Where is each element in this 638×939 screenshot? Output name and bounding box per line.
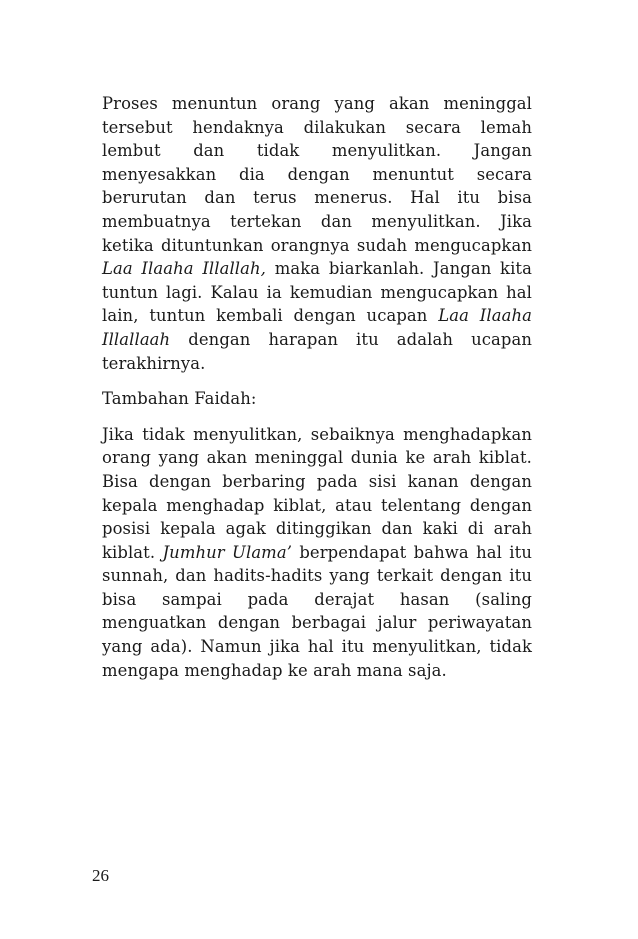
body-text (102, 92, 532, 682)
paragraph2-italic-1: Jumhur Ulama’ (162, 542, 293, 562)
paragraph1-text-2: maka biarkanlah. Jangan kita tuntun lagi. Kalau ia kemudian mengucapkan hal lain, tuntun kembali dengan ucapan (102, 259, 532, 326)
paragraph2-text-2: berpendapat bahwa hal itu sunnah, dan hadits-hadits yang terkait dengan itu bisa sampai pada derajat hasan (saling menguatkan dengan berbagai jalur periwayatan yang ada). Namun jika hal itu menyulitkan, tidak mengapa menghadap ke arah mana saja. (102, 542, 532, 680)
section-heading: Tambahan Faidah: (102, 389, 257, 409)
paragraph-proses-menuntun (102, 92, 532, 375)
paragraph1-text-3: dengan harapan itu adalah ucapan terakhirnya. (102, 329, 532, 373)
paragraph1-text-1: Proses menuntun orang yang akan meninggal tersebut hendaknya dilakukan secara lemah lembut dan tidak menyulitkan. Jangan menyesakkan dia dengan menuntut secara berurutan dan terus menerus. Hal itu bisa membuatnya tertekan dan menyulitkan. Jika ketika dituntunkan orangnya sudah mengucapkan (102, 94, 532, 255)
paragraph-tambahan-faidah (102, 423, 532, 683)
page-number: 26 (92, 866, 109, 885)
paragraph1-italic-2: Laa Ilaaha Illallaah (102, 306, 532, 349)
paragraph1-italic-1: Laa Ilaaha Illallah, (102, 259, 266, 279)
paragraph2-text-1: Jika tidak menyulitkan, sebaiknya menghadapkan orang yang akan meninggal dunia ke arah kiblat. Bisa dengan berbaring pada sisi kanan dengan kepala menghadap kiblat, atau telentang dengan posisi kepala agak ditinggikan dan kaki di arah kiblat. (102, 424, 532, 562)
